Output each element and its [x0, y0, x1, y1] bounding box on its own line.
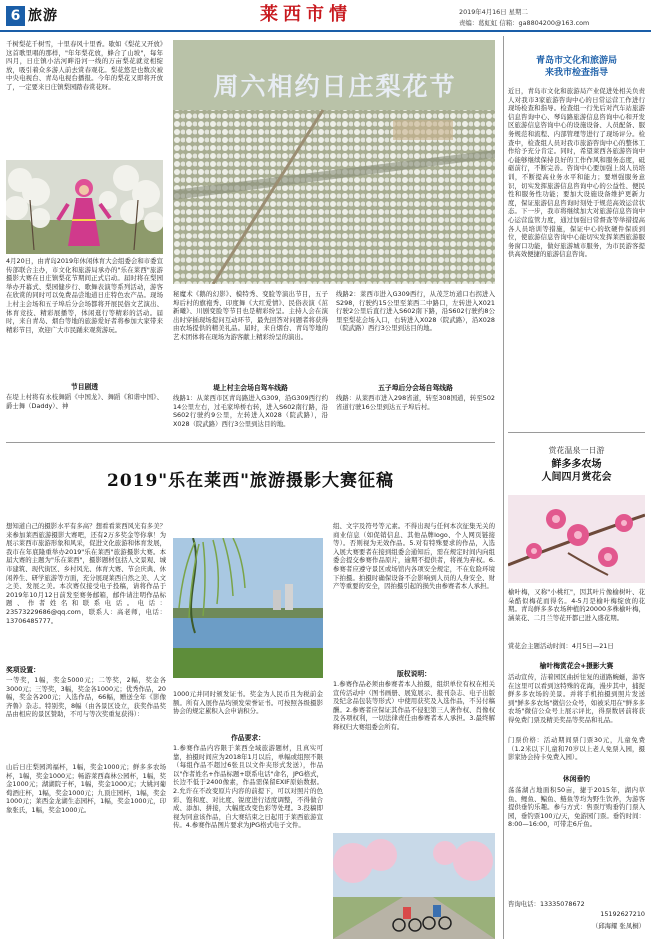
- requirements-body: 1.参赛作品内容限于莱西全域旅游题材，且真实可靠，拍摄时间应为2018年1月以后，单幅或组照不限（每组作品不超过6张且以文件夹形式发送），作品以"作者姓名+作品标题+联系电话"命名，JPG格式，长边不低于2400像素，作品需保留EXIF原始数据。2.允许在不改变原片内容的前提下，可以对照片的色彩、饱和度、对比度、锐度进行适度调整，不得做合成、添加、拼接，大幅度改变色彩等处理。3.投稿即视为同意该作品，自大赛结束之日起用于莱西旅游宣传。4.参赛作品图片要求为JPG格式电子文件。: [173, 744, 323, 830]
- subhead-route-main: 堤上村主会场自驾车线路: [213, 384, 288, 392]
- masthead-logo: 莱西市情: [260, 4, 352, 25]
- route-main-body: 线路1：从莱西市区青岛路进入G309，沿G309西行约14公里左右，过毛家埠桥右转，进入S602南行路，沿S602行驶约9公里，左转进入X028（院武路），沿X028（院武路）西行3公里到达目的地。: [173, 394, 328, 428]
- article-col1-body: 4月20日，由青岛2019年休闲体育大会组委会和市委宣传部联合主办，市文化和旅游局承办的"乐在莱西"旅游摄影大赛在日庄镇梨花节期间正式启动。届时将在梨园举办开幕式、梨园健步行、歌舞表演等系列活动，游客在欣赏的同时可以免费品尝地道日庄特色农产品。现场上村主会场和五子埠后分会场都将开展民俗文艺演出、体育竞技、精彩展播等，体闲逛行等精彩的活动。届时，来自青岛、烟台等地的旅游爱好者将参加大家带来精彩节目，欢迎广大市民踊来观赏游玩。: [6, 257, 163, 334]
- contest-headline: 2019"乐在莱西"旅游摄影大赛征稿: [106, 471, 395, 491]
- consult-line: [508, 900, 645, 909]
- event-headline: [508, 458, 645, 484]
- inspection-body: 近日，青岛市文化和旅游局产业促进处相关负责人对我市3家旅游咨询中心的日常运营工作进行现场检查和指导。检查组一行先后对汽车站旅游信息咨询中心、琴岛路旅游信息咨询中心和开发区旅游信息咨询中心的设施设备、人员配备、服务规范和流程、内部管理等进行了现场评分。检查中，检查组人员对我市旅游咨询中心的整体工作给予充分肯定。同时，希望莱西各旅游咨询中心能够继续保持良好的工作作风和服务态度，砥砺前行，不断完善。咨询中心要加强上岗人员培训，不断提高业务水平和能力；要增强服务意识，切实发挥旅游信息咨询中心的公益性、便民性和服务性功能；要加大设施设备维护更新力度，保证旅游信息咨询时刻处于规范高效运营状态。下一步，我市将继续加大对旅游信息咨询中心运营监管力度，通过加强日常督查等举措提高各人员培训等措施，保证中心的软硬件保质到位，使旅游信息咨询中心能切实发挥莱西旅游服务窗口功能，做好旅游城市服务，为市民游客提供高效便捷的旅游信息咨询。: [508, 87, 645, 259]
- photo-contest-body: 活动宣传，洁着园区曲折往复的道路蜿蜒，游客在这里可以看到这特殊的花海，漫步其中，捕捉鲜多多农场的美景。并将手机拍摄到照片发送到"鲜多多农场"微信公众号，如被采用在"鲜多多农场"微信公众号上展示评比，得票数居前将获得免费门票及精美奖品等奖品和礼品。: [508, 673, 645, 724]
- event-kicker: 赏花温泉一日游: [548, 446, 605, 455]
- pear-blossom-dancer-illustration: [6, 160, 163, 254]
- subhead-photo-contest: 榆叶梅赏花会+摄影大赛: [539, 662, 614, 670]
- ticket-price: 门票价格：活动期间票门票30元，儿童免费（1.2米以下儿童和70岁以上老人免票入园，摄影家协会持卡免费入园）。: [508, 736, 645, 762]
- phone-1: 13335078672: [539, 900, 585, 908]
- event-time: 赏花会主题活动时间：4月5日—21日: [508, 642, 614, 650]
- plum-blossom-illustration: [508, 495, 645, 583]
- article-col2-body: 秘魔术《鹅的幻影》、模特秀、变脸等演出节目，五子埠后村的旗袍秀、印度舞《大红爱情》、民俗表演《茁新曦》、川剧变脸等节目也是精彩纷呈。主持人会在演出时穿插现场提问互动环节，最先回答对问题者将获得由农场提供的精美礼品。届时，来自烟台、青岛等地的艺术团体将在现场为游客献上精彩纷呈的演出。: [173, 290, 328, 341]
- copyright-body: 1.参赛作品必须由参赛者本人拍摄，组织单位有权在相关宣传活动中（图书画册、展览展示、报刊杂志、电子出版及纪念品包装等形式）中使用获奖及入选作品，不另付稿酬。2.参赛者应保证其作品不侵犯第三人著作权、肖像权及各项权利，一切法律责任由参赛者本人承担。3.最终解释权归大赛组委会所有。: [333, 680, 495, 731]
- article-col1-end: 在堤上村将有永枝舞蹈《中国龙》、舞蹈《和谐中国》、爵士舞（Daddy）、神: [6, 393, 163, 410]
- plum-blossom-photo: [508, 495, 645, 583]
- column-divider: [503, 36, 504, 939]
- consult-label: 咨询电话：: [508, 900, 540, 908]
- header-rule: [0, 30, 651, 32]
- subhead-schedule: 节目剧透: [70, 383, 99, 391]
- prize-list: 一等奖，1幅，奖金5000元；二等奖，2幅，奖金各3000元；三等奖，3幅，奖金各1000元；优秀作品，20幅，奖金各200元；入选作品，66幅，赠送全年《影像齐鲁》杂志。特别奖，8幅（由各景区设立，获奖作品奖品由相应的景区赞助，不可与等次奖重复获得）：: [6, 676, 166, 719]
- fishing-body: 荡荡湖占地面积50亩，捷于2015年，湖内草鱼、鲤鱼、鳊鱼、鲢鱼等均为野生饮养，为游客提供垂钓乐趣。参与方式：售票厅购垂钓门票入园，垂钓票100元/天，免游园门票。垂钓时间：8:00—16:00，可带走6斤鱼。: [508, 786, 645, 829]
- main-headline: 周六相约日庄梨花节: [213, 72, 457, 101]
- editor-line: 责编：葛虹虹 信箱：ga8804200@163.com: [459, 19, 590, 27]
- prize-heading: 奖项设置：: [6, 666, 40, 674]
- inspection-headline-line2: 来我市检查指导: [544, 68, 608, 78]
- cyclists-photo: [333, 833, 495, 939]
- section-divider: [6, 442, 495, 443]
- right-divider: [508, 432, 645, 433]
- section-title: 旅游: [28, 8, 58, 24]
- requirements-heading: 作品要求：: [231, 734, 265, 742]
- copyright-heading: 版权说明：: [397, 670, 431, 678]
- issue-date: 2019年4月16日 星期二: [459, 8, 528, 16]
- subhead-fishing: 休闲垂钓: [562, 775, 591, 783]
- article-col3-body: 线路2：莱西市进入G309西行，从茂芝坊道口右拐进入S298，行驶约15公里至莱西二中路口，左转进入X021行驶2公里后直行进入S602南下路，沿S602行驶约8公里至梨花会场入口，右转进入X028（院武路），沿X028（院武路）西行3公里到达目的地。: [336, 290, 495, 333]
- byline: （邱海耀 张凤桐）: [591, 922, 645, 930]
- event-headline-line2: 人间四月赏花会: [541, 472, 612, 483]
- lake-willow-photo: [173, 538, 323, 678]
- page-number: 6: [6, 6, 25, 26]
- event-headline-line1: 鲜多多农场: [551, 459, 602, 470]
- lake-willow-illustration: [173, 538, 323, 678]
- subhead-route-branch: 五子埠后分会场自驾线路: [378, 384, 453, 392]
- contest-col2-body: 1000元并同时颁发证书。奖金为人民币且为税前金额。所有入展作品均颁发荣誉证书。可按照各级摄影协会的规定累积入会申请积分。: [173, 690, 323, 716]
- special-awards: 山后日庄梨园鸿福杯，1幅，奖金1000元；鲜多多农场杯，1幅，奖金1000元；畅游莱西森林公园杯，1幅，奖金1000元；湖湖院子杯，1幅，奖金1000元；大姚河葡萄酒庄杯，1幅，奖金1000元；九顶庄园杯，1幅，奖金1000元；莱西金龙湖生态园杯，1幅，奖金1000元，印象张氏，1幅，奖金1000元。: [6, 763, 166, 814]
- contest-intro: 想知道自己的摄影水平有多高？想看看莱西风光有多美？来参加莱西旅游摄影大赛吧，还有2万多奖金等你拿！为展示莱西市旅游形象和风采，促进文化旅游和体育发展，我市在年底隆重举办2019"乐在莱西"旅游摄影大赛。本届大赛的主题为"乐在莱西"，摄影题材包括人文景观、城市建筑、现代街区、乡村风光、体育大赛、节会庆典、休闲养生、研学旅游等方面，充分展现莱西自然之美、人文之美、发展之美。本次赛仅接受电子投稿，请将作品于2019年10月12日前发至赛务邮箱，邮件请注明作品标题、作者姓名和联系电话。电话：23573229686@qq.com，联系人：高老师，电话：13706485777。: [6, 522, 166, 625]
- cyclists-illustration: [333, 833, 495, 939]
- pear-blossom-dancer-photo: [6, 160, 163, 254]
- contest-col3-body: 组、文字及符号等元素。不得出现与任何本次征集无关的商业信息（如促销信息、其他品牌logo、个人网页链接等）。否则视为无效作品。5.对有特殊要求的作品，入选入展大赛要者在接到组委会通知后，需在规定时间内向组委会提交参赛作品原片，逾期不提供者，将视为弃权。6.参赛者应遵守景区或场馆内各项安全规定，不在危险环境下拍摄。拍摄时确保设备不会影响到人员的人身安全、财产等重要的安全，因拍摄引起的损失由参赛者本人承担。: [333, 522, 495, 591]
- route-branch-body: 线路：从莱西市进入298省道，转至308国道，转至502省道行驶16公里到达五子埠后村。: [336, 394, 495, 411]
- phone-2: 15192627210: [600, 910, 645, 918]
- inspection-headline-line1: 青岛市文化和旅游局: [535, 56, 617, 66]
- article-intro: 千树梨花千树雪，十里春风十里香。歇如《梨花又开放》这首歌里唱的那样，"年年梨花放，蜂合了山坡"，每年四月，日庄镇小沽河畔沿河一线的万亩梨花就竞相绽放，吸引着众多游人前去赏春观花。梨花悠是也数次被中央电视台、青岛电视台播报。今年的梨花又即将开放了，一定要来日庄镇梨园踏春赏花呀。: [6, 40, 163, 91]
- inspection-headline: [508, 55, 645, 79]
- event-body: 榆叶梅，又称"小桃红"，因其叶片像榆树叶、花朵酷似梅花而得名。4-5月是榆叶梅绽放的花期。青岛鲜多多农场种植的20000多株榆叶梅，涵菜花、二月兰等花开都已进入盛花期。: [508, 588, 645, 622]
